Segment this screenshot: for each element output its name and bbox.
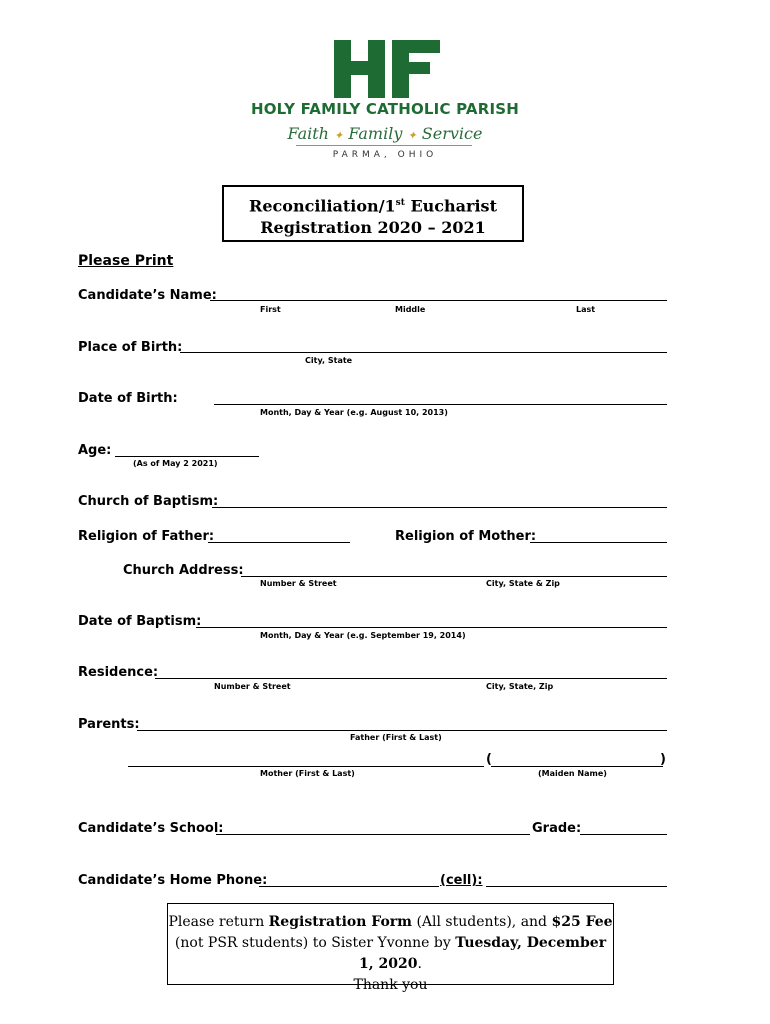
church-of-baptism-field[interactable] [212,507,667,508]
father-hint: Father (First & Last) [350,733,442,742]
school-field[interactable] [216,834,530,835]
last-name-hint: Last [576,305,596,314]
cell-label: (cell): [440,873,483,888]
home-phone-field[interactable] [259,886,439,887]
place-of-birth-field[interactable] [180,352,667,353]
dob-hint: Month, Day & Year (e.g. August 10, 2013) [260,408,448,417]
home-phone-label: Candidate’s Home Phone: [78,873,268,888]
form-title-line1: Reconciliation/1st Eucharist [249,196,497,216]
grade-field[interactable] [580,834,667,835]
maiden-close-paren: ) [660,752,666,767]
mother-hint: Mother (First & Last) [260,769,355,778]
maiden-hint: (Maiden Name) [538,769,607,778]
form-title-line2: Registration 2020 – 2021 [260,218,486,238]
church-of-baptism-label: Church of Baptism: [78,494,219,509]
return-notice-text: Please return Registration Form (All students), and $25 Fee (not PSR students) to Sister Yvonne by Tuesday, December 1, 2020. [168,914,613,972]
religion-mother-label: Religion of Mother: [395,529,537,544]
thank-you-text: Thank you [353,977,428,993]
age-field[interactable] [115,456,259,457]
residence-field[interactable] [155,678,667,679]
date-of-birth-field[interactable] [214,404,667,405]
grade-label: Grade: [532,821,582,836]
dobap-hint: Month, Day & Year (e.g. September 19, 2014) [260,631,466,640]
form-title-box [222,185,524,242]
church-address-label: Church Address: [123,563,244,578]
cell-phone-field[interactable] [486,886,667,887]
parish-name: HOLY FAMILY CATHOLIC PARISH [250,100,520,118]
religion-mother-field[interactable] [530,542,667,543]
parents-label: Parents: [78,717,140,732]
tagline-service: Service [421,124,483,143]
age-label: Age: [78,443,112,458]
tagline-faith: Faith [287,124,329,143]
church-city-state-zip-hint: City, State & Zip [486,579,560,588]
mother-name-field[interactable] [128,766,484,767]
date-of-baptism-field[interactable] [196,627,667,628]
first-name-hint: First [260,305,281,314]
candidate-name-label: Candidate’s Name: [78,288,217,303]
tagline-dot-icon: ✦ [407,129,417,142]
hf-monogram-logo [334,38,442,100]
maiden-name-field[interactable] [491,766,663,767]
candidate-name-field[interactable] [210,300,667,301]
residence-number-street-hint: Number & Street [214,682,291,691]
residence-city-state-zip-hint: City, State, Zip [486,682,554,691]
parish-city: PARMA, OHIO [332,150,438,160]
religion-father-field[interactable] [208,542,350,543]
maiden-open-paren: ( [486,752,492,767]
school-label: Candidate’s School: [78,821,224,836]
logo-divider [296,145,472,146]
place-of-birth-label: Place of Birth: [78,340,183,355]
date-of-baptism-label: Date of Baptism: [78,614,202,629]
father-name-field[interactable] [137,730,667,731]
religion-father-label: Religion of Father: [78,529,215,544]
residence-label: Residence: [78,665,159,680]
parish-tagline [270,124,500,143]
return-notice-box [167,903,614,993]
city-state-hint: City, State [305,356,353,365]
date-of-birth-label: Date of Birth: [78,391,178,406]
age-hint: (As of May 2 2021) [133,459,218,468]
tagline-dot-icon: ✦ [334,129,344,142]
tagline-family: Family [348,124,403,143]
please-print-heading: Please Print [78,253,174,269]
church-address-field[interactable] [241,576,667,577]
church-number-street-hint: Number & Street [260,579,337,588]
middle-name-hint: Middle [395,305,426,314]
